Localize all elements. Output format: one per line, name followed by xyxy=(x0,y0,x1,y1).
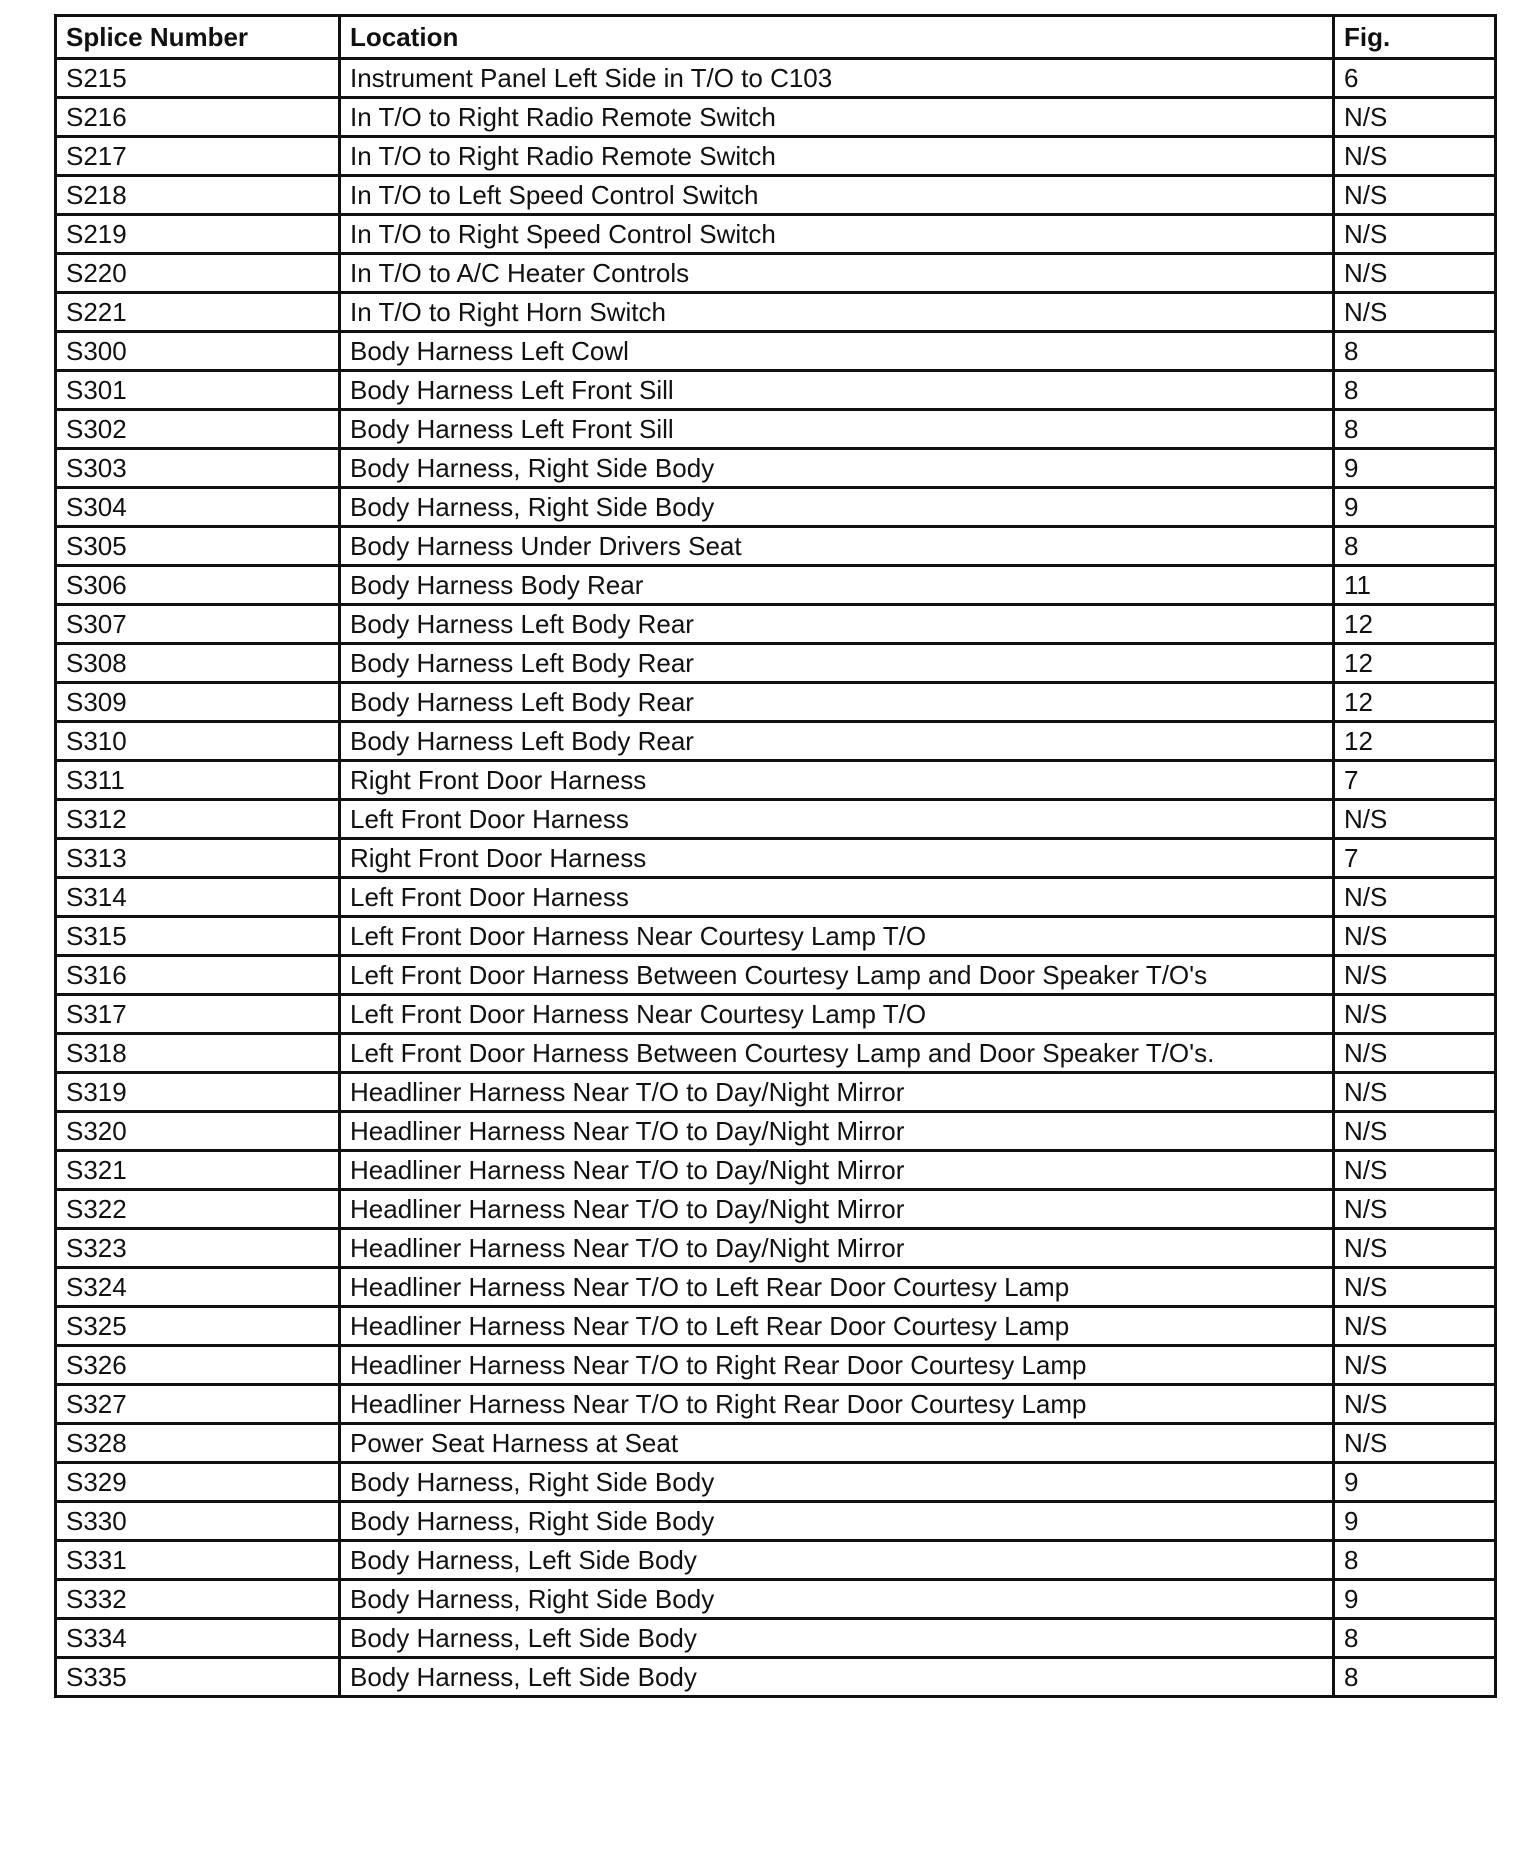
fig-cell: N/S xyxy=(1334,98,1496,137)
fig-cell: 7 xyxy=(1334,839,1496,878)
fig-cell: 9 xyxy=(1334,488,1496,527)
fig-cell: N/S xyxy=(1334,137,1496,176)
table-row xyxy=(56,371,1496,410)
fig-cell: 9 xyxy=(1334,1502,1496,1541)
location-cell: Left Front Door Harness xyxy=(340,800,1334,839)
location-cell: Headliner Harness Near T/O to Day/Night Mirror xyxy=(340,1229,1334,1268)
table-row xyxy=(56,1463,1496,1502)
fig-cell: 8 xyxy=(1334,332,1496,371)
header-fig: Fig. xyxy=(1334,16,1496,59)
fig-cell: N/S xyxy=(1334,1229,1496,1268)
table-row xyxy=(56,917,1496,956)
table-row xyxy=(56,956,1496,995)
splice-number-cell: S321 xyxy=(56,1151,340,1190)
table-row xyxy=(56,1346,1496,1385)
location-cell: Left Front Door Harness Between Courtesy Lamp and Door Speaker T/O's. xyxy=(340,1034,1334,1073)
table-row xyxy=(56,1385,1496,1424)
fig-cell: N/S xyxy=(1334,1268,1496,1307)
location-cell: Left Front Door Harness Near Courtesy Lamp T/O xyxy=(340,917,1334,956)
fig-cell: N/S xyxy=(1334,1034,1496,1073)
fig-cell: 12 xyxy=(1334,644,1496,683)
fig-cell: N/S xyxy=(1334,1151,1496,1190)
location-cell: In T/O to Right Radio Remote Switch xyxy=(340,98,1334,137)
fig-cell: N/S xyxy=(1334,293,1496,332)
table-row xyxy=(56,644,1496,683)
location-cell: Headliner Harness Near T/O to Left Rear Door Courtesy Lamp xyxy=(340,1268,1334,1307)
table-row xyxy=(56,722,1496,761)
location-cell: In T/O to Right Radio Remote Switch xyxy=(340,137,1334,176)
location-cell: Headliner Harness Near T/O to Left Rear Door Courtesy Lamp xyxy=(340,1307,1334,1346)
table-row xyxy=(56,449,1496,488)
table-row xyxy=(56,1307,1496,1346)
fig-cell: 9 xyxy=(1334,1580,1496,1619)
fig-cell: 7 xyxy=(1334,761,1496,800)
fig-cell: N/S xyxy=(1334,215,1496,254)
splice-number-cell: S217 xyxy=(56,137,340,176)
fig-cell: N/S xyxy=(1334,917,1496,956)
fig-cell: 6 xyxy=(1334,59,1496,98)
splice-number-cell: S314 xyxy=(56,878,340,917)
splice-number-cell: S323 xyxy=(56,1229,340,1268)
splice-number-cell: S327 xyxy=(56,1385,340,1424)
location-cell: In T/O to Right Speed Control Switch xyxy=(340,215,1334,254)
splice-number-cell: S218 xyxy=(56,176,340,215)
location-cell: Instrument Panel Left Side in T/O to C103 xyxy=(340,59,1334,98)
splice-number-cell: S219 xyxy=(56,215,340,254)
location-cell: Body Harness, Left Side Body xyxy=(340,1541,1334,1580)
splice-number-cell: S315 xyxy=(56,917,340,956)
fig-cell: 8 xyxy=(1334,410,1496,449)
header-location: Location xyxy=(340,16,1334,59)
splice-table xyxy=(54,14,1497,1698)
splice-number-cell: S312 xyxy=(56,800,340,839)
table-row xyxy=(56,995,1496,1034)
splice-number-cell: S309 xyxy=(56,683,340,722)
fig-cell: N/S xyxy=(1334,1307,1496,1346)
table-row xyxy=(56,1541,1496,1580)
splice-number-cell: S335 xyxy=(56,1658,340,1697)
table-row xyxy=(56,1112,1496,1151)
splice-number-cell: S313 xyxy=(56,839,340,878)
splice-number-cell: S320 xyxy=(56,1112,340,1151)
splice-number-cell: S311 xyxy=(56,761,340,800)
splice-number-cell: S328 xyxy=(56,1424,340,1463)
location-cell: Body Harness Left Front Sill xyxy=(340,410,1334,449)
location-cell: Body Harness Body Rear xyxy=(340,566,1334,605)
location-cell: Body Harness, Right Side Body xyxy=(340,1463,1334,1502)
table-row xyxy=(56,410,1496,449)
fig-cell: N/S xyxy=(1334,1346,1496,1385)
fig-cell: N/S xyxy=(1334,1385,1496,1424)
table-body xyxy=(56,59,1496,1697)
location-cell: Body Harness Left Body Rear xyxy=(340,722,1334,761)
fig-cell: 8 xyxy=(1334,1619,1496,1658)
location-cell: Body Harness Left Body Rear xyxy=(340,683,1334,722)
splice-number-cell: S220 xyxy=(56,254,340,293)
location-cell: Left Front Door Harness Near Courtesy Lamp T/O xyxy=(340,995,1334,1034)
header-splice-number: Splice Number xyxy=(56,16,340,59)
table-row xyxy=(56,1034,1496,1073)
table-row xyxy=(56,332,1496,371)
location-cell: Body Harness, Right Side Body xyxy=(340,488,1334,527)
fig-cell: N/S xyxy=(1334,1190,1496,1229)
splice-number-cell: S216 xyxy=(56,98,340,137)
location-cell: In T/O to Left Speed Control Switch xyxy=(340,176,1334,215)
splice-number-cell: S322 xyxy=(56,1190,340,1229)
table-row xyxy=(56,800,1496,839)
fig-cell: 8 xyxy=(1334,527,1496,566)
location-cell: Body Harness Left Cowl xyxy=(340,332,1334,371)
fig-cell: N/S xyxy=(1334,254,1496,293)
location-cell: Headliner Harness Near T/O to Day/Night Mirror xyxy=(340,1151,1334,1190)
fig-cell: 8 xyxy=(1334,1541,1496,1580)
table-row xyxy=(56,1658,1496,1697)
splice-number-cell: S305 xyxy=(56,527,340,566)
table-row xyxy=(56,878,1496,917)
table-row xyxy=(56,137,1496,176)
splice-number-cell: S300 xyxy=(56,332,340,371)
fig-cell: 8 xyxy=(1334,371,1496,410)
splice-number-cell: S330 xyxy=(56,1502,340,1541)
table-row xyxy=(56,566,1496,605)
fig-cell: 8 xyxy=(1334,1658,1496,1697)
table-row xyxy=(56,293,1496,332)
fig-cell: N/S xyxy=(1334,878,1496,917)
splice-number-cell: S310 xyxy=(56,722,340,761)
location-cell: Body Harness, Right Side Body xyxy=(340,1580,1334,1619)
table-row xyxy=(56,1619,1496,1658)
location-cell: Left Front Door Harness xyxy=(340,878,1334,917)
location-cell: Body Harness, Left Side Body xyxy=(340,1658,1334,1697)
splice-number-cell: S302 xyxy=(56,410,340,449)
fig-cell: N/S xyxy=(1334,1424,1496,1463)
fig-cell: 9 xyxy=(1334,1463,1496,1502)
location-cell: Headliner Harness Near T/O to Right Rear Door Courtesy Lamp xyxy=(340,1346,1334,1385)
location-cell: Body Harness Left Body Rear xyxy=(340,644,1334,683)
fig-cell: N/S xyxy=(1334,176,1496,215)
location-cell: Right Front Door Harness xyxy=(340,761,1334,800)
fig-cell: N/S xyxy=(1334,1073,1496,1112)
table-row xyxy=(56,1268,1496,1307)
location-cell: Right Front Door Harness xyxy=(340,839,1334,878)
splice-number-cell: S306 xyxy=(56,566,340,605)
splice-number-cell: S308 xyxy=(56,644,340,683)
table-row xyxy=(56,1151,1496,1190)
document-page xyxy=(54,14,1494,1698)
location-cell: In T/O to Right Horn Switch xyxy=(340,293,1334,332)
table-row xyxy=(56,1190,1496,1229)
splice-number-cell: S326 xyxy=(56,1346,340,1385)
splice-number-cell: S318 xyxy=(56,1034,340,1073)
location-cell: Headliner Harness Near T/O to Day/Night Mirror xyxy=(340,1073,1334,1112)
splice-number-cell: S303 xyxy=(56,449,340,488)
fig-cell: 12 xyxy=(1334,605,1496,644)
fig-cell: 11 xyxy=(1334,566,1496,605)
table-row xyxy=(56,215,1496,254)
fig-cell: N/S xyxy=(1334,956,1496,995)
splice-number-cell: S304 xyxy=(56,488,340,527)
table-row xyxy=(56,176,1496,215)
location-cell: Headliner Harness Near T/O to Right Rear Door Courtesy Lamp xyxy=(340,1385,1334,1424)
location-cell: Body Harness, Right Side Body xyxy=(340,449,1334,488)
table-row xyxy=(56,605,1496,644)
table-row xyxy=(56,488,1496,527)
splice-number-cell: S324 xyxy=(56,1268,340,1307)
location-cell: Headliner Harness Near T/O to Day/Night Mirror xyxy=(340,1190,1334,1229)
table-row xyxy=(56,59,1496,98)
splice-number-cell: S307 xyxy=(56,605,340,644)
table-row xyxy=(56,1502,1496,1541)
splice-number-cell: S317 xyxy=(56,995,340,1034)
table-row xyxy=(56,98,1496,137)
location-cell: Left Front Door Harness Between Courtesy Lamp and Door Speaker T/O's xyxy=(340,956,1334,995)
table-row xyxy=(56,1073,1496,1112)
table-row xyxy=(56,839,1496,878)
location-cell: Headliner Harness Near T/O to Day/Night Mirror xyxy=(340,1112,1334,1151)
fig-cell: 12 xyxy=(1334,683,1496,722)
fig-cell: 12 xyxy=(1334,722,1496,761)
splice-number-cell: S316 xyxy=(56,956,340,995)
splice-number-cell: S332 xyxy=(56,1580,340,1619)
location-cell: Power Seat Harness at Seat xyxy=(340,1424,1334,1463)
table-row xyxy=(56,1580,1496,1619)
table-row xyxy=(56,683,1496,722)
splice-number-cell: S325 xyxy=(56,1307,340,1346)
table-row xyxy=(56,527,1496,566)
fig-cell: N/S xyxy=(1334,800,1496,839)
location-cell: Body Harness, Left Side Body xyxy=(340,1619,1334,1658)
table-row xyxy=(56,254,1496,293)
fig-cell: 9 xyxy=(1334,449,1496,488)
fig-cell: N/S xyxy=(1334,995,1496,1034)
location-cell: In T/O to A/C Heater Controls xyxy=(340,254,1334,293)
location-cell: Body Harness Left Body Rear xyxy=(340,605,1334,644)
table-row xyxy=(56,761,1496,800)
splice-number-cell: S215 xyxy=(56,59,340,98)
fig-cell: N/S xyxy=(1334,1112,1496,1151)
location-cell: Body Harness Under Drivers Seat xyxy=(340,527,1334,566)
splice-number-cell: S329 xyxy=(56,1463,340,1502)
table-row xyxy=(56,1229,1496,1268)
location-cell: Body Harness, Right Side Body xyxy=(340,1502,1334,1541)
splice-number-cell: S301 xyxy=(56,371,340,410)
table-row xyxy=(56,1424,1496,1463)
splice-number-cell: S221 xyxy=(56,293,340,332)
location-cell: Body Harness Left Front Sill xyxy=(340,371,1334,410)
splice-number-cell: S334 xyxy=(56,1619,340,1658)
splice-number-cell: S319 xyxy=(56,1073,340,1112)
header-row xyxy=(56,16,1496,59)
splice-number-cell: S331 xyxy=(56,1541,340,1580)
